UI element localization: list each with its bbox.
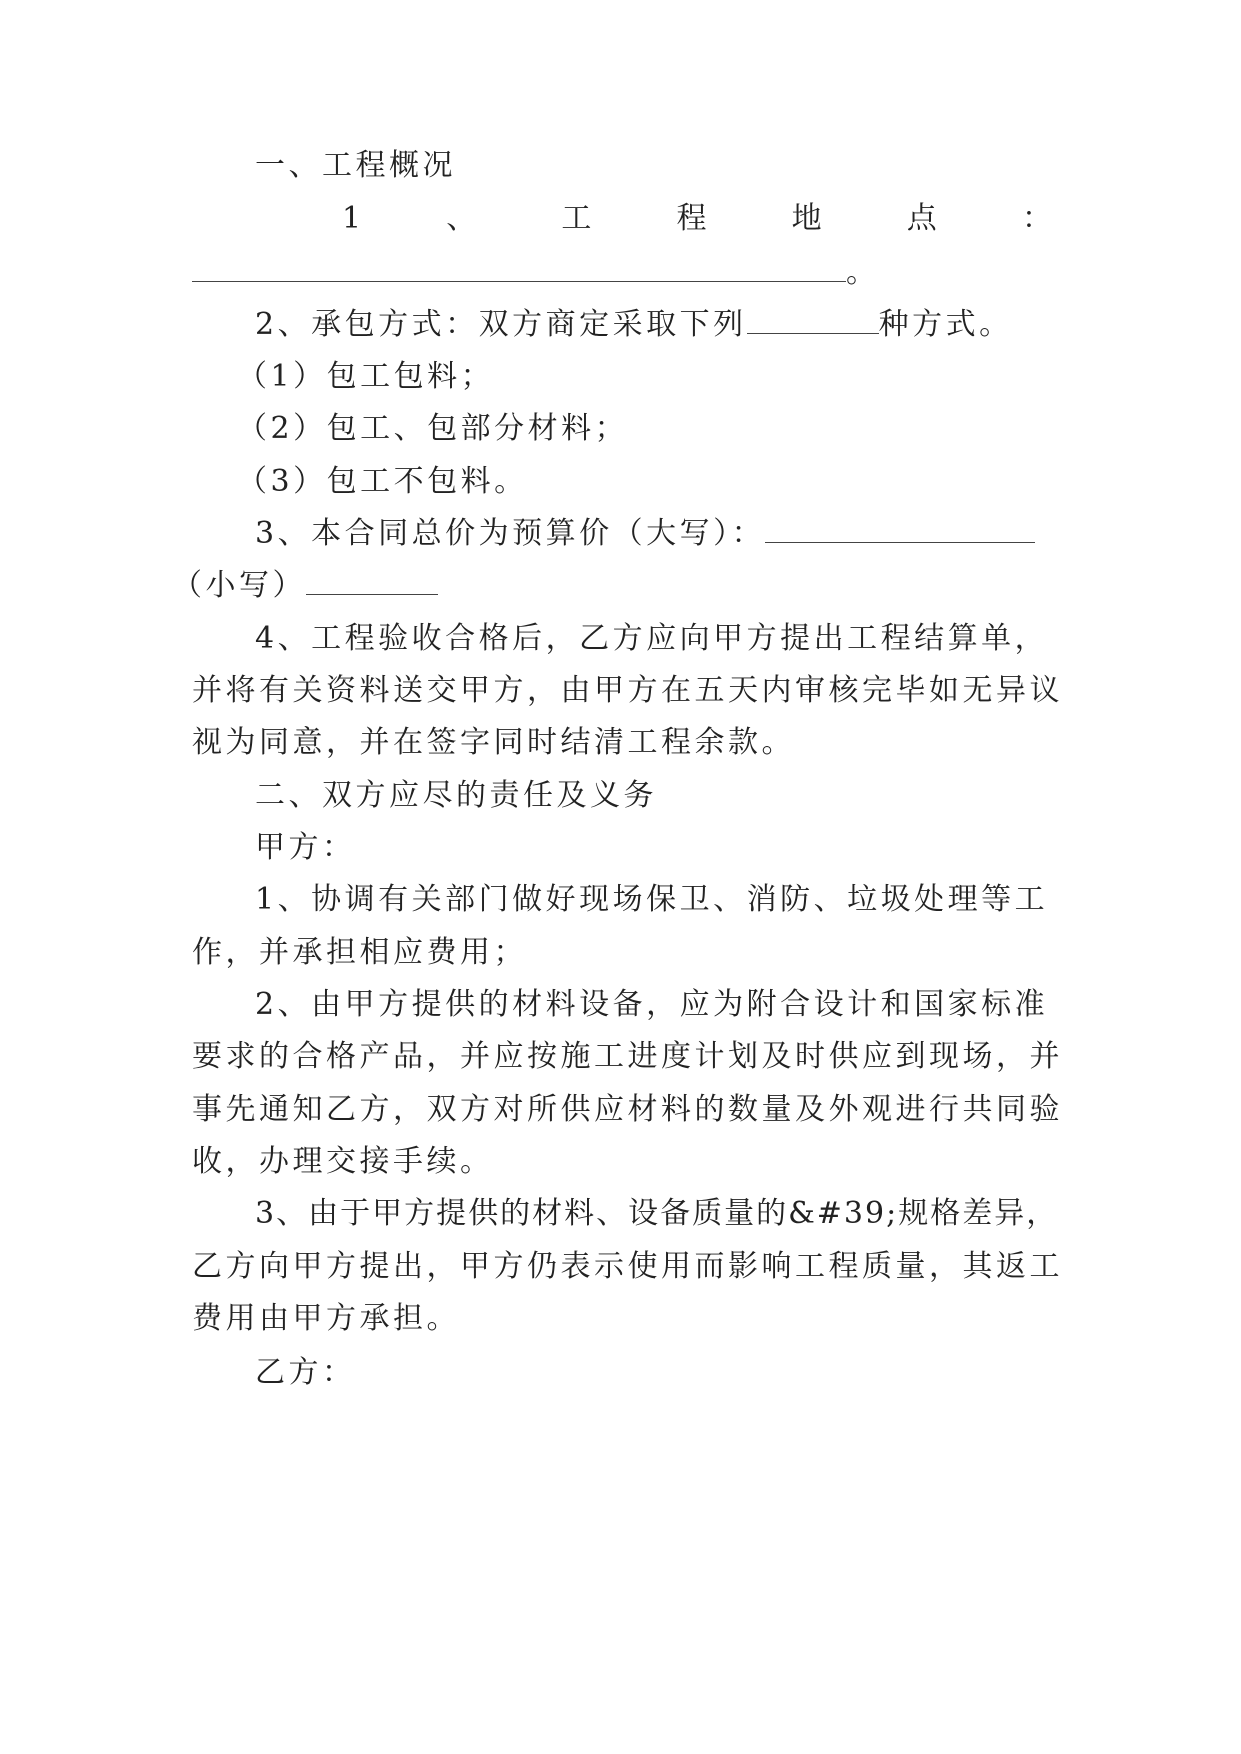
- price-lowercase-blank[interactable]: [306, 564, 438, 595]
- party-a-duty-2: 2、由甲方提供的材料设备，应为附合设计和国家标准: [255, 987, 1049, 1022]
- section-heading-duties: 二、双方应尽的责任及义务: [255, 778, 657, 813]
- settlement-line: 视为同意，并在签字同时结清工程余款。: [192, 725, 795, 760]
- location-blank[interactable]: [192, 251, 846, 282]
- contract-mode-suffix: 种方式。: [878, 307, 1013, 342]
- party-a-heading: 甲方：: [255, 830, 356, 865]
- party-a-duty-2: 收，办理交接手续。: [192, 1144, 494, 1179]
- location-blank-row: [192, 250, 880, 296]
- party-a-duty-3: 乙方向甲方提出，甲方仍表示使用而影响工程质量，其返工: [192, 1249, 1063, 1284]
- location-char: 工: [561, 201, 592, 236]
- location-char: 、: [446, 201, 477, 236]
- price-lowercase-label: （小写）: [172, 568, 306, 603]
- price-uppercase-row: [255, 511, 1035, 557]
- location-char: ：: [1021, 201, 1052, 236]
- location-end-mark: 。: [846, 255, 880, 290]
- mode-option: （2）包工、包部分材料；: [237, 411, 629, 446]
- location-char: 地: [791, 201, 822, 236]
- location-label-row: [192, 196, 1052, 242]
- price-uppercase-label: 3、本合同总价为预算价（大写）：: [255, 516, 766, 551]
- location-char: 程: [676, 201, 707, 236]
- price-lowercase-row: [172, 563, 438, 609]
- party-a-duty-1: 1、协调有关部门做好现场保卫、消防、垃圾处理等工: [255, 882, 1049, 917]
- location-char: 点: [906, 201, 937, 236]
- settlement-line: 并将有关资料送交甲方，由甲方在五天内审核完毕如无异议: [192, 673, 1063, 708]
- party-a-duty-2: 要求的合格产品，并应按施工进度计划及时供应到现场，并: [192, 1039, 1063, 1074]
- settlement-line: 4、工程验收合格后，乙方应向甲方提出工程结算单，: [255, 621, 1049, 656]
- section-heading-overview: 一、工程概况: [255, 148, 456, 183]
- contract-mode-row: [255, 302, 1013, 348]
- location-char: 1: [342, 201, 362, 236]
- contract-mode-blank[interactable]: [747, 303, 879, 334]
- party-a-duty-3: 费用由甲方承担。: [192, 1301, 460, 1336]
- party-b-heading: 乙方：: [255, 1355, 356, 1390]
- mode-option: （1）包工包料；: [237, 359, 495, 394]
- price-uppercase-blank[interactable]: [765, 512, 1035, 543]
- contract-mode-prefix: 2、承包方式：双方商定采取下列: [255, 307, 747, 342]
- party-a-duty-2: 事先通知乙方，双方对所供应材料的数量及外观进行共同验: [192, 1092, 1063, 1127]
- mode-option: （3）包工不包料。: [237, 464, 528, 499]
- party-a-duty-1: 作，并承担相应费用；: [192, 935, 527, 970]
- party-a-duty-3: 3、由于甲方提供的材料、设备质量的&#39;规格差异，: [255, 1196, 1059, 1231]
